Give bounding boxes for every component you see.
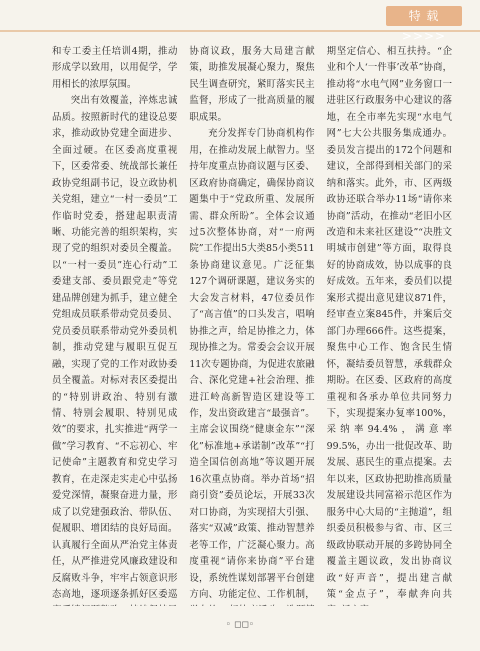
text-column-2 bbox=[189, 44, 314, 606]
paragraph: 协商议政，服务大局建言献策，助推发展凝心聚力，聚焦民生调查研究，紧盯落实民主监督，形成了一批高质量的履职成果。 bbox=[189, 46, 315, 123]
running-header bbox=[0, 0, 480, 43]
section-label: 特 载 >>>> bbox=[386, 6, 462, 26]
page-footer: ◦ ◻◻◦ bbox=[225, 620, 255, 630]
paragraph: 期坚定信心、相互扶持。“企业和个人‘一件事’改革”协商，推动将“水电气网”业务窗口一进驻区行政服务中心建议的落地，在全市率先实现“水电气网”七大公共服务集成通办。委员发言提出的172个问题和建议，全部得到相关部门的采纳和落实。此外，市、区两级政协还联合举办11场“请你来协商”活动，在推动“老旧小区改造和未来社区建设”“决胜文明城市创建”等方面，取得良好的协商成效，协以成事的良好成效。五年来，委员们以提案形式提出意见建议871件，经审查立案845件，并案后交部门办理666件。这些提案，聚焦中心工作、饱含民生情怀，凝结委员智慧，承载群众期盼。在区委、区政府的高度重视和各承办单位共同努力下，实现提案办复率100%，采纳率94.4%，满意率99.5%，办出一批促改革、助发展、惠民生的重点提案。去年以来，区政协把助推高质量发展建设共同富裕示范区作为服务中心大局的“主抛道”，组织委员积极参与省、市、区三级政协联动开展的多跨协同全覆盖主题议政，发出协商议政“好声音”，提出建言献策“金点子”，奉献奔向共 bbox=[326, 46, 452, 600]
text-column-3 bbox=[327, 44, 452, 606]
article-body bbox=[52, 44, 452, 606]
text-column-1 bbox=[52, 44, 177, 606]
paragraph: 突出有效覆盖，淬炼忠诚品质。按照新时代的建设总要求，推动政协党建全面进步、全面过硬。在区委高度重视下，区委常委、统战部长兼任政协党组副书记，设立政协机关党组，建立“一村一委员”工作临时党委，搭建起职责清晰、功能完善的组织架构，实现了党的组织对委员全覆盖。以“一村一委员”连心行动”工委建支部、委员跟党走”等党建品牌创建为抓手，建立健全党组成员联系带动党员委员、党员委员联系带动党外委员机制，推动党建与履职互促互融，实现了党的工作对政协委员全覆盖。对标对表区委提出的“特别讲政治、特别有激情、特别会履职、特别见成效”的要求，扎实推进“两学一做”学习教育、“不忘初心、牢记使命”主题教育和党史学习教育，在走深走实走心中弘扬爱党深情，凝聚奋进力量，形成了以党建强政治、带队伍、促履职、增团结的良好局面。认真履行全面从严治党主体责任，从严推进党风廉政建设和反腐败斗争，牢牢占领意识形态高地，逐项逐条抓好区委巡 bbox=[52, 95, 178, 600]
paragraph: 充分发挥专门协商机构作用，在推动发展上献智力。坚持年度重点协商议题与区委、区政府协商确定，确保协商议题集中于“党政所重、发展所需、群众所盼”。全体会议通过5次整体协商，对“一府两院”工作提出5大类85小类511条协商建议意见。广泛征集127个调研课题，建议务实的大会发言材料，47位委员作了“高言值”的口头发言，唱响协推之声，给足协推之力，体现协推之为。常委会会议开展11次专题协商，为促进农旅融合、深化党建+社会治理、推进江岭高新智造区建设等工作，发出资政建言“最强音”。主席会议围绕“健康金东”“深化”标准地+承诺制”改革”“打造全国信创高地”等议题开展16次重点协商。举办首场“招商引资”委员论坛，开展33次对口协商，为实现招大引强、落实“双减”政策、推动智慧养老等工作，广泛凝心聚力。高度重视“请你来协商”平台建设，系统性谋划部署平台创建方向、功能定位、工作机制， bbox=[189, 128, 315, 600]
paragraph: 和专工委主任培训4期，推动形成学以致用，以用促学，学用相长的浓厚氛围。 bbox=[52, 46, 178, 90]
